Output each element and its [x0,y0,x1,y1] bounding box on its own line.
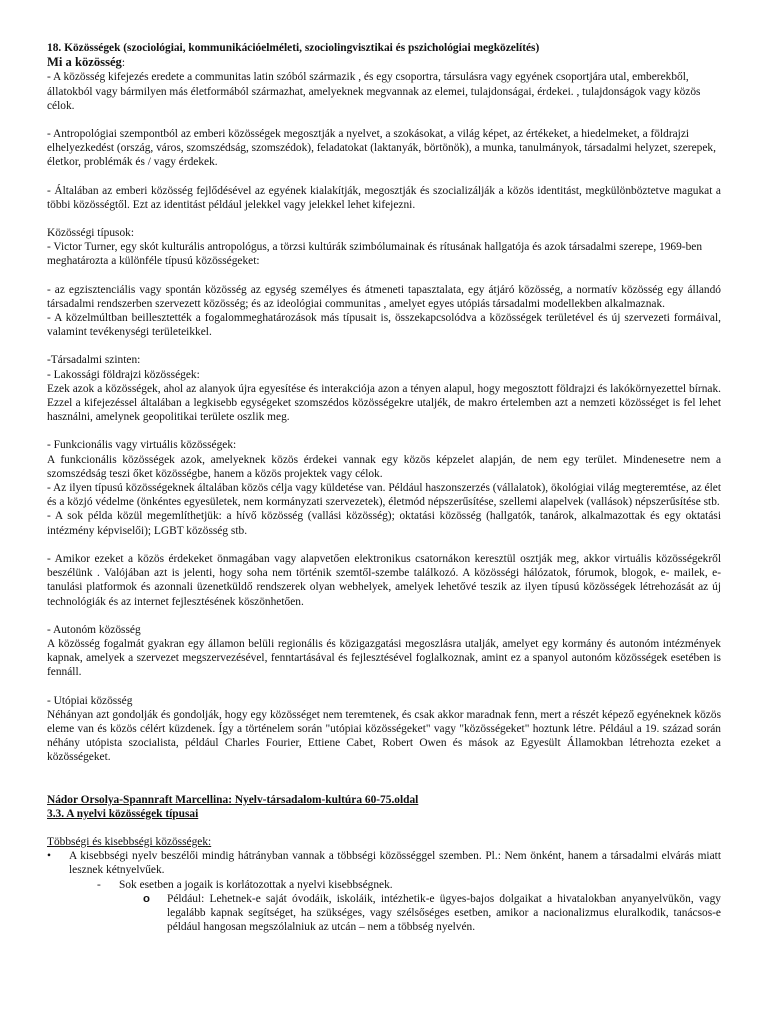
funkcionalis-heading: - Funkcionális vagy virtuális közösségek: [47,439,237,452]
source-title: Nádor Orsolya-Spannraft Marcellina: Nyelv-társadalom-kultúra 60-75.oldal [47,793,419,806]
paragraph-5: - az egzisztenciális vagy spontán közösség az egység személyes és átmeneti tapasztalata, egy átjáró közösség, a normatív közösség egy állandó társadalmi rendszerben szervezett közösség; és az ideológiai communitas , amelyet egyes utópiás társadalmi modellekben alkalmaznak. [47,283,721,310]
sub-sub-list-item [47,892,721,935]
paragraph-13: Néhányan azt gondolják és gondolják, hogy egy közösséget nem teremtenek, és csak akkor maradnak fenn, mert a részét képező egyéneknek közös eleme van és közös célért küzdenek. Így a történelem során "utópiai közösségeket" vagy "közösségeket" hoztunk létre. Például a 19. század során néhány utópista szocialista, például Charles Fourier, Ettiene Cabet, Robert Owen és mások az Egyesült Államokban létrehozta ezeket a közösségeket. [47,708,721,764]
bullet-icon: • [47,850,51,863]
paragraph-1: - A közösség kifejezés eredete a communitas latin szóból származik , és egy csoportra, társulásra vagy egyének csoportjára utal, emberekből, állatokból vagy bármilyen más életformából származhat, amelyeknek megvannak az elemei, tulajdonságai, érdekei. , tulajdonságok vagy közös célok. [47,71,701,112]
sub-list-item-text: Sok esetben a jogaik is korlátozottak a nyelvi kisebbségnek. [119,878,393,891]
paragraph-9: - Az ilyen típusú közösségeknek általában közös célja vagy küldetése van. Például haszonszerzés (vállalatok), ökológiai világ megteremtése, az élet és a közjó védelme (önkéntes egyesületek, nem kormányzati szervezetek), életmód népszerűsítése, szellemi alapelvek (vallások) népszerűsítése stb. [47,482,721,509]
list-item [47,849,721,877]
tarsadalmi-heading: -Társadalmi szinten: [47,354,141,367]
paragraph-11: - Amikor ezeket a közös érdekeket önmagában vagy alapvetően elektronikus csatornákon keresztül osztják meg, akkor virtuális közösségekről beszélünk . Valójában azt is jelenti, hogy soha nem történik szemtől-szembe találkozó. A közösségi hálózatok, fórumok, blogok, e- mailek, e-tanulási platformok és azonnali üzenetküldő rendszerek olyan webhelyek, amelyek lehetővé teszik az ilyen típusú közösségek létrehozását az új technológiák és az internet fejlesztésének köszönhetően. [47,552,721,608]
paragraph-7: Ezek azok a közösségek, ahol az alanyok újra egyesítése és interakciója azon a tényen alapul, hogy megosztott földrajzi és lakókörnyezettel bírnak. Ezzel a kifejezéssel általában a legkisebb egységeket szomszédos közösségekre utaljék, de makro értelemben azt a nemzeti közösséget is fel lehet használni, amelynek geopolitikai területe oszlik meg. [47,382,721,424]
paragraph-12: A közösség fogalmát gyakran egy államon belüli regionális és közigazgatási megoszlásra utalják, amelyet egy kormány és autonóm intézmények kapnak, amelyek a szervezet megszervezésével, fenntartásával és fejlesztésével foglalkoznak, amint ez a spanyol autonóm közösségek esetében is fennáll. [47,637,721,679]
paragraph-10: - A sok példa közül megemlíthetjük: a hívő közösség (vallási közösség); oktatási közösség (hallgatók, tanárok, alkalmazottak és egy oktatási intézmény képviselői); LGBT közösség stb. [47,510,721,537]
paragraph-8: A funkcionális közösségek azok, amelyeknek közös érdekei vannak egy közös képzelet alapján, de nem egy terület. Mindenesetre nem a szomszédság teszi őket közösségbe, hanem a közös projektek vagy célok. [47,453,721,480]
paragraph-3: - Általában az emberi közösség fejlődésével az egyének kialakítják, megosztják és szocializálják a közös identitást, megkülönböztetve magukat a többi közösségtől. Ezt az identitást például jelekkel vagy jelekkel lehet kifejezni. [47,184,721,211]
sub-list-item [47,878,721,892]
mi-heading-line [47,55,721,70]
document-page [47,41,721,934]
tobbsegi-heading: Többségi és kisebbségi közösségek: [47,835,212,848]
section-title: 3.3. A nyelvi közösségek típusai [47,807,199,820]
mi-colon: : [121,57,126,70]
list-item-text: A kisebbségi nyelv beszélői mindig hátrányban vannak a többségi közösséggel szemben. Pl.: Nem önként, hanem a társadalmi elvárás miatt lesznek kétnyelvűek. [69,850,721,877]
utopiai-heading: - Utópiai közösség [47,694,133,707]
autonom-heading: - Autonóm közösség [47,623,141,636]
paragraph-4: - Victor Turner, egy skót kulturális antropológus, a törzsi kultúrák szimbólumainak és rítusának hallgatója és azok társadalmi szerepe, 1969-ben meghatározta a különféle típusú közösségeket: [47,241,703,268]
mi-heading: Mi a közösség [47,55,122,70]
paragraph-6: - A közelmúltban beillesztették a fogalommeghatározások más típusait is, összekapcsolódva a közösségek területével és új szervezeti formáival, valamint tevékenységi területeikkel. [47,312,721,339]
dash-icon: - [97,878,101,891]
tipusok-heading: Közösségi típusok: [47,227,135,240]
paragraph-2: - Antropológiai szempontból az emberi közösségek megosztják a nyelvet, a szokásokat, a világ képet, az értékeket, a hiedelmeket, a földrajzi elhelyezkedést (ország, város, szomszédság, szomszédok), feladatokat (laktanyák, börtönök), a munka, tanulmányok, társadalmi helyzet, szerepek, életkor, problémák és / vagy érdekek. [47,128,716,169]
document-title: 18. Közösségek (szociológiai, kommunikációelméleti, szociolingvisztikai és pszichológiai megközelítés) [47,42,540,54]
circle-bullet-icon: o [143,892,150,905]
lakossagi-heading: - Lakossági földrajzi közösségek: [47,368,200,381]
sub-sub-list-item-text: Például: Lehetnek-e saját óvodáik, iskoláik, intézhetik-e ügyes-bajos dolgaikat a hivatalokban anyanyelvükön, vagy legalább kapnak segítséget, ha szükséges, vagy szélsőséges esetben, amikor a nacionalizmus eluralkodik, tanácsos-e például hangosan megszólalniuk az utcán – nem a többség nyelvén. [167,892,721,934]
